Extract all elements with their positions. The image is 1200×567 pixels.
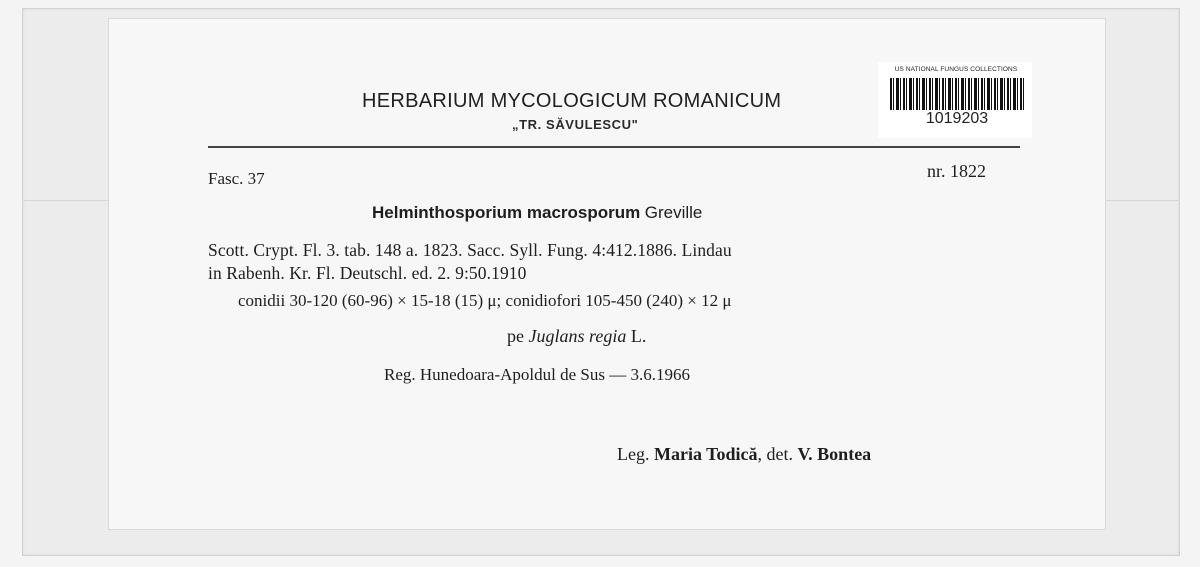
header-rule [208,146,1020,148]
specimen-number: nr. 1822 [927,161,987,181]
locality: Reg. Hunedoara-Apoldul de Sus — 3.6.1966 [384,365,690,384]
measurements: conidii 30-120 (60-96) × 15-18 (15) μ; conidiofori 105-450 (240) × 12 μ [238,291,732,310]
reference-line-1: Scott. Crypt. Fl. 3. tab. 148 a. 1823. Sacc. Syll. Fung. 4:412.1886. Lindau [208,240,732,260]
barcode-organization: US NATIONAL FUNGUS COLLECTIONS [894,66,1018,73]
reference-line-2: in Rabenh. Kr. Fl. Deutschl. ed. 2. 9:50.1910 [208,263,527,283]
species-line [372,202,702,223]
species-author: Greville [644,203,703,222]
envelope-flap-right [1097,60,1178,201]
barcode-icon [890,78,1024,110]
det-prefix: , det. [757,444,793,464]
collector-line [617,444,871,465]
host-prefix: pe [507,326,524,346]
envelope-flap-left [22,60,111,201]
fascicle-number: Fasc. 37 [208,169,265,188]
species-name: Helminthosporium macrosporum [372,203,641,222]
host-line [507,326,646,347]
host-author: L. [630,326,647,346]
herbarium-subtitle: „TR. SĂVULESCU" [512,117,639,132]
barcode-number: 1019203 [925,110,989,127]
determiner-name: V. Bontea [797,444,872,464]
herbarium-title: HERBARIUM MYCOLOGICUM ROMANICUM [362,90,782,112]
host-name: Juglans regia [528,326,627,346]
leg-prefix: Leg. [617,444,650,464]
collector-name: Maria Todică [653,444,758,464]
